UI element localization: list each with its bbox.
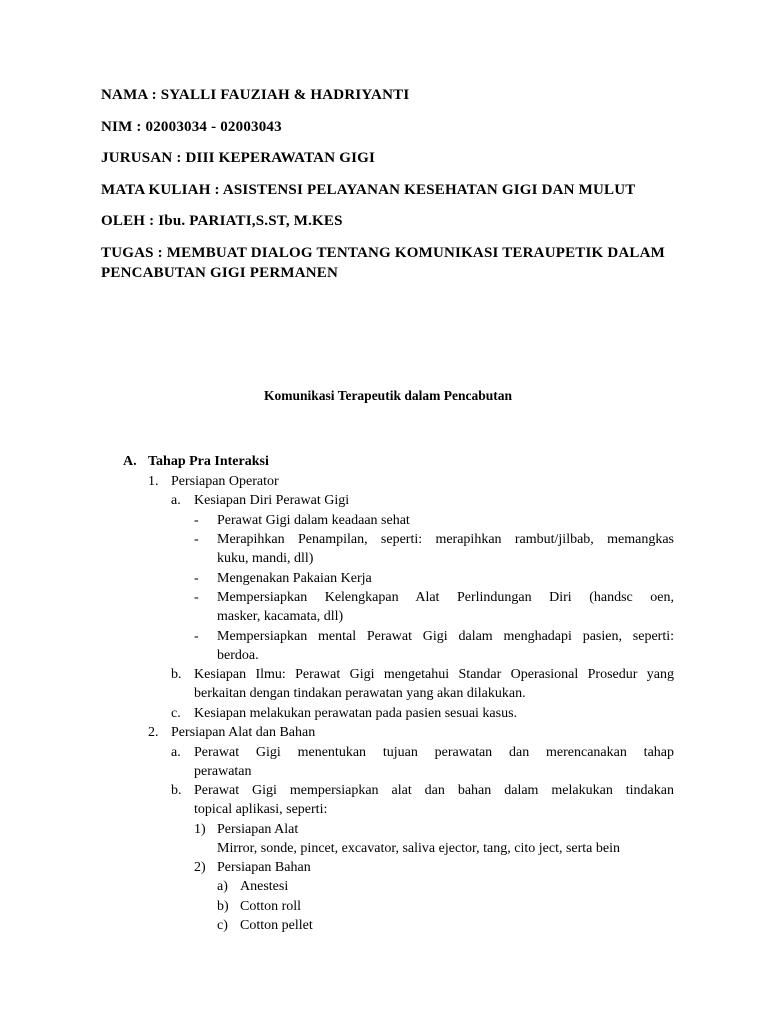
bullet-text-continued: kuku, mandi, dll) (217, 551, 314, 566)
item-2a-text: Perawat Gigi menentukan tujuan perawatan dan merencanakan tahap (194, 745, 674, 760)
bullet-dash: - (194, 513, 199, 528)
bullet-text: Mempersiapkan mental Perawat Gigi dalam menghadapi pasien, seperti: (217, 629, 674, 644)
bahan-marker: c) (217, 918, 228, 933)
sub-1-marker: 1) (194, 822, 206, 837)
sub-2-marker: 2) (194, 860, 206, 875)
bahan-marker: a) (217, 879, 228, 894)
item-1b-marker: b. (171, 667, 182, 682)
header-nim: NIM : 02003034 - 02003043 (101, 119, 282, 135)
section-a-heading: Tahap Pra Interaksi (148, 454, 269, 469)
bullet-text: Perawat Gigi dalam keadaan sehat (217, 513, 410, 528)
item-1a-marker: a. (171, 493, 181, 508)
item-1b-text: Kesiapan Ilmu: Perawat Gigi mengetahui Standar Operasional Prosedur yang (194, 667, 674, 682)
bahan-marker: b) (217, 899, 229, 914)
sub-1-detail: Mirror, sonde, pincet, excavator, saliva ejector, tang, cito ject, serta bein (217, 841, 620, 856)
header-tugas-line1: TUGAS : MEMBUAT DIALOG TENTANG KOMUNIKASI TERAUPETIK DALAM (101, 245, 666, 261)
item-1c-marker: c. (171, 706, 181, 721)
section-a-marker: A. (123, 454, 137, 469)
bullet-dash: - (194, 571, 199, 586)
bahan-item: Cotton pellet (240, 918, 313, 933)
bullet-dash: - (194, 590, 199, 605)
item-2b-text-continued: topical aplikasi, seperti: (194, 802, 328, 817)
bullet-dash: - (194, 532, 199, 547)
header-jurusan: JURUSAN : DIII KEPERAWATAN GIGI (101, 150, 376, 166)
item-2a-text-continued: perawatan (194, 764, 252, 779)
sub-1-label: Persiapan Alat (217, 822, 299, 837)
header-nama: NAMA : SYALLI FAUZIAH & HADRIYANTI (101, 87, 410, 103)
item-1b-text-continued: berkaitan dengan tindakan perawatan yang akan dilakukan. (194, 686, 526, 701)
sub-2-label: Persiapan Bahan (217, 860, 311, 875)
header-oleh: OLEH : Ibu. PARIATI,S.ST, M.KES (101, 213, 343, 229)
item-2a-marker: a. (171, 745, 181, 760)
item-1-marker: 1. (148, 474, 159, 489)
item-1c-text: Kesiapan melakukan perawatan pada pasien sesuai kasus. (194, 706, 518, 721)
bullet-text-continued: berdoa. (217, 648, 259, 663)
bahan-item: Anestesi (240, 879, 289, 894)
bullet-text: Mengenakan Pakaian Kerja (217, 571, 372, 586)
item-2b-marker: b. (171, 783, 182, 798)
bullet-text: Merapihkan Penampilan, seperti: merapihkan rambut/jilbab, memangkas (217, 532, 674, 547)
bullet-text-continued: masker, kacamata, dll) (217, 609, 344, 624)
bullet-text: Mempersiapkan Kelengkapan Alat Perlindungan Diri (handsc oen, (217, 590, 674, 605)
item-2-label: Persiapan Alat dan Bahan (171, 725, 316, 740)
bullet-dash: - (194, 629, 199, 644)
item-1a-label: Kesiapan Diri Perawat Gigi (194, 493, 350, 508)
bahan-item: Cotton roll (240, 899, 302, 914)
header-mata-kuliah: MATA KULIAH : ASISTENSI PELAYANAN KESEHATAN GIGI DAN MULUT (101, 182, 636, 198)
item-2b-text: Perawat Gigi mempersiapkan alat dan bahan dalam melakukan tindakan (194, 783, 674, 798)
document-title: Komunikasi Terapeutik dalam Pencabutan (264, 388, 512, 403)
item-1-label: Persiapan Operator (171, 474, 279, 489)
item-2-marker: 2. (148, 725, 159, 740)
header-tugas-line2: PENCABUTAN GIGI PERMANEN (101, 265, 339, 281)
